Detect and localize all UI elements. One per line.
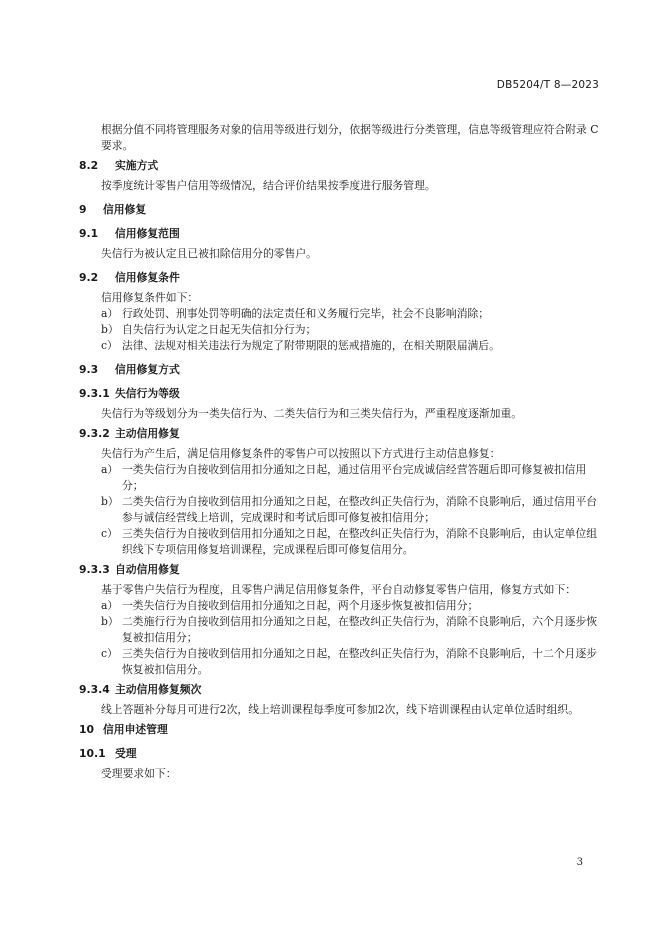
heading-number: 10 bbox=[79, 723, 95, 736]
heading-number: 9.3.1 bbox=[79, 387, 110, 400]
list-marker: a） bbox=[101, 599, 119, 612]
heading-9-3-3 bbox=[79, 562, 599, 578]
heading-title: 信用修复 bbox=[103, 203, 147, 216]
heading-9-3-4 bbox=[79, 682, 599, 698]
heading-title: 主动信用修复 bbox=[115, 427, 180, 440]
heading-9-2 bbox=[79, 270, 599, 286]
heading-number: 9.3.2 bbox=[79, 427, 110, 440]
list-item bbox=[79, 646, 599, 678]
page-header: DB5204/T 8—2023 bbox=[496, 79, 599, 91]
intro-paragraph: 根据分值不同将管理服务对象的信用等级进行划分，依据等级进行分类管理，信息等级管理应符合附录 C 要求。 bbox=[101, 123, 599, 152]
list-item bbox=[79, 306, 599, 322]
list-text: 法律、法规对相关违法行为规定了附带期限的惩戒措施的，在相关期限届满后。 bbox=[122, 339, 500, 352]
heading-title: 实施方式 bbox=[115, 159, 159, 172]
heading-title: 受理 bbox=[115, 747, 137, 760]
list-text: 二类失信行为自接收到信用扣分通知之日起，在整改纠正失信行为，消除不良影响后，通过信用平台参与诚信经营线上培训，完成课时和考试后即可修复被扣信用分； bbox=[122, 495, 598, 524]
heading-10 bbox=[79, 722, 599, 738]
heading-number: 9.3.4 bbox=[79, 683, 110, 696]
heading-8-2 bbox=[79, 158, 599, 174]
list-text: 三类失信行为自接收到信用扣分通知之日起，在整改纠正失信行为，消除不良影响后，十二个月逐步恢复被扣信用分。 bbox=[122, 647, 598, 676]
heading-number: 9.3 bbox=[79, 363, 99, 376]
heading-title: 信用修复条件 bbox=[115, 271, 180, 284]
paragraph-10-1: 受理要求如下： bbox=[101, 767, 177, 780]
paragraph-8-2: 按季度统计零售户信用等级情况，结合评价结果按季度进行服务管理。 bbox=[101, 179, 436, 192]
heading-9-3-2 bbox=[79, 426, 599, 442]
list-text: 三类失信行为自接收到信用扣分通知之日起，在整改纠正失信行为，消除不良影响后，由认定单位组织线下专项信用修复培训课程，完成课程后即可修复信用分。 bbox=[122, 527, 598, 556]
document-body bbox=[79, 122, 599, 782]
heading-title: 自动信用修复 bbox=[115, 563, 180, 576]
page-number: 3 bbox=[576, 857, 583, 868]
list-marker: a） bbox=[101, 463, 119, 476]
heading-10-1 bbox=[79, 746, 599, 762]
heading-title: 信用修复方式 bbox=[115, 363, 180, 376]
heading-number: 9 bbox=[79, 203, 87, 216]
list-item bbox=[79, 462, 599, 494]
list-marker: c） bbox=[101, 527, 118, 540]
list-item bbox=[79, 614, 599, 646]
heading-9 bbox=[79, 202, 599, 218]
paragraph-9-3-2-lead: 失信行为产生后，满足信用修复条件的零售户可以按照以下方式进行主动信息修复： bbox=[101, 447, 501, 460]
list-text: 一类失信行为自接收到信用扣分通知之日起，两个月逐步恢复被扣信用分； bbox=[122, 599, 479, 612]
list-marker: b） bbox=[101, 323, 119, 336]
paragraph-9-3-4: 线上答题补分每月可进行2次，线上培训课程每季度可参加2次，线下培训课程由认定单位适时组织。 bbox=[101, 703, 580, 716]
paragraph-9-1: 失信行为被认定且已被扣除信用分的零售户。 bbox=[101, 247, 317, 260]
paragraph-9-3-1: 失信行为等级划分为一类失信行为、二类失信行为和三类失信行为，严重程度逐渐加重。 bbox=[101, 407, 523, 420]
paragraph-9-2-lead: 信用修复条件如下： bbox=[101, 291, 199, 304]
list-marker: c） bbox=[101, 647, 118, 660]
heading-number: 8.2 bbox=[79, 159, 99, 172]
list-item bbox=[79, 494, 599, 526]
list-item bbox=[79, 526, 599, 558]
heading-title: 信用申述管理 bbox=[103, 723, 168, 736]
heading-title: 失信行为等级 bbox=[115, 387, 180, 400]
heading-9-3-1 bbox=[79, 386, 599, 402]
heading-number: 9.3.3 bbox=[79, 563, 110, 576]
list-item bbox=[79, 338, 599, 354]
list-marker: b） bbox=[101, 615, 119, 628]
list-text: 行政处罚、刑事处罚等明确的法定责任和义务履行完毕，社会不良影响消除； bbox=[122, 307, 490, 320]
list-text: 一类失信行为自接收到信用扣分通知之日起，通过信用平台完成诚信经营答题后即可修复被扣信用分； bbox=[122, 463, 587, 492]
list-marker: c） bbox=[101, 339, 118, 352]
heading-9-3 bbox=[79, 362, 599, 378]
list-marker: b） bbox=[101, 495, 119, 508]
heading-number: 9.1 bbox=[79, 227, 99, 240]
list-text: 自失信行为认定之日起无失信扣分行为； bbox=[122, 323, 317, 336]
heading-number: 9.2 bbox=[79, 271, 99, 284]
list-marker: a） bbox=[101, 307, 119, 320]
heading-title: 主动信用修复频次 bbox=[115, 683, 202, 696]
heading-number: 10.1 bbox=[79, 747, 106, 760]
heading-9-1 bbox=[79, 226, 599, 242]
paragraph-9-3-3-lead: 基于零售户失信行为程度，且零售户满足信用修复条件，平台自动修复零售户信用，修复方式如下： bbox=[101, 583, 577, 596]
list-item bbox=[79, 322, 599, 338]
heading-title: 信用修复范围 bbox=[115, 227, 180, 240]
list-text: 二类施行行为自接收到信用扣分通知之日起，在整改纠正失信行为，消除不良影响后，六个月逐步恢复被扣信用分； bbox=[122, 615, 598, 644]
list-item bbox=[79, 598, 599, 614]
